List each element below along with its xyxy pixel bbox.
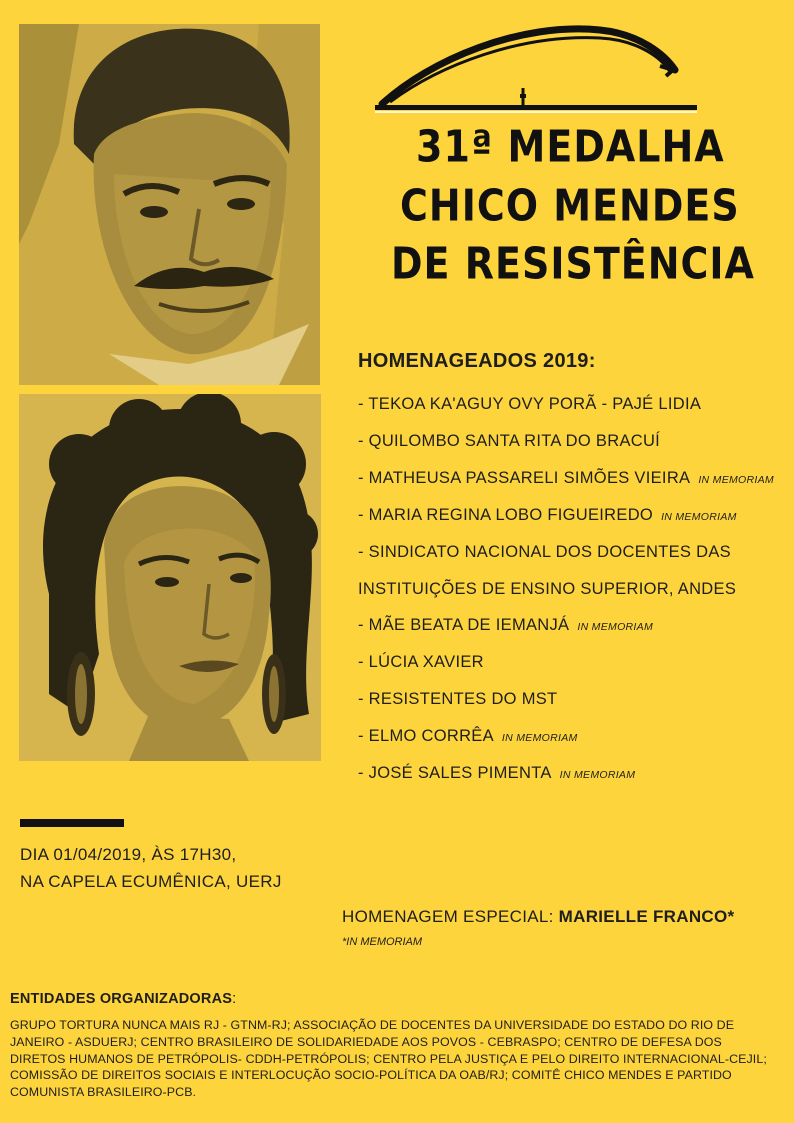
title-line-3: DE RESISTÊNCIA xyxy=(391,238,755,289)
title-line-2: CHICO MENDES xyxy=(400,180,740,231)
bridge-arch-logo xyxy=(370,20,700,116)
honoree-item: - TEKOA KA'AGUY OVY PORÃ - PAJÉ LIDIA xyxy=(358,395,702,413)
honoree-item-continuation: INSTITUIÇÕES DE ENSINO SUPERIOR, ANDES xyxy=(358,580,737,598)
honoree-item: - SINDICATO NACIONAL DOS DOCENTES DAS xyxy=(358,543,731,561)
event-date: DIA 01/04/2019, ÀS 17H30, xyxy=(20,845,237,864)
title-line-1: 31ª MEDALHA xyxy=(416,121,725,172)
in-memoriam-note: IN MEMORIAM xyxy=(698,474,774,486)
special-homage xyxy=(342,907,734,927)
portrait-photo-marielle-franco xyxy=(19,394,321,761)
honoree-item: - MARIA REGINA LOBO FIGUEIREDO IN MEMORIAM xyxy=(358,506,737,524)
special-homage-label: HOMENAGEM ESPECIAL: xyxy=(342,907,559,926)
honoree-item: - RESISTENTES DO MST xyxy=(358,690,558,708)
organizers-list: GRUPO TORTURA NUNCA MAIS RJ - GTNM-RJ; ASSOCIAÇÃO DE DOCENTES DA UNIVERSIDADE DO ESTADO DO RIO DE JANEIRO - ASDUERJ; CENTRO BRASILEIRO DE SOLIDARIEDADE AOS POVOS - CEBRASPO; CENTRO DE DEFESA DOS DIRETOS HUMANOS DE PETRÓPOLIS- CDDH-PETRÓPOLIS; CENTRO PELA JUSTIÇA E PELO DIREITO INTERNACIONAL-CEJIL; COMISSÃO DE DIREITOS SOCIAIS E INTERLOCUÇÃO SOCIO-POLÍTICA DA OAB/RJ; COMITÊ CHICO MENDES E PARTIDO COMUNISTA BRASILEIRO-PCB. xyxy=(10,1018,767,1100)
in-memoriam-note: IN MEMORIAM xyxy=(559,769,636,781)
in-memoriam-footnote: *IN MEMORIAM xyxy=(342,936,423,948)
in-memoriam-note: IN MEMORIAM xyxy=(577,621,653,633)
portrait-photo-chico-mendes xyxy=(19,24,320,385)
divider-bar xyxy=(20,819,124,827)
honorees-heading: HOMENAGEADOS 2019: xyxy=(358,350,596,372)
honoree-item: - LÚCIA XAVIER xyxy=(358,653,484,671)
honoree-item: - JOSÉ SALES PIMENTA IN MEMORIAM xyxy=(358,764,636,782)
event-place: NA CAPELA ECUMÊNICA, UERJ xyxy=(20,872,282,891)
in-memoriam-note: IN MEMORIAM xyxy=(661,511,737,523)
special-homage-name: MARIELLE FRANCO* xyxy=(558,907,735,926)
honoree-item: - MÃE BEATA DE IEMANJÁ IN MEMORIAM xyxy=(358,616,653,634)
in-memoriam-note: IN MEMORIAM xyxy=(501,732,578,744)
organizers-heading: ENTIDADES ORGANIZADORAS: xyxy=(10,991,237,1007)
honoree-item: - ELMO CORRÊA IN MEMORIAM xyxy=(358,727,578,745)
honoree-item: - QUILOMBO SANTA RITA DO BRACUÍ xyxy=(358,432,661,450)
honoree-item: - MATHEUSA PASSARELI SIMÕES VIEIRA IN MEMORIAM xyxy=(358,469,774,487)
